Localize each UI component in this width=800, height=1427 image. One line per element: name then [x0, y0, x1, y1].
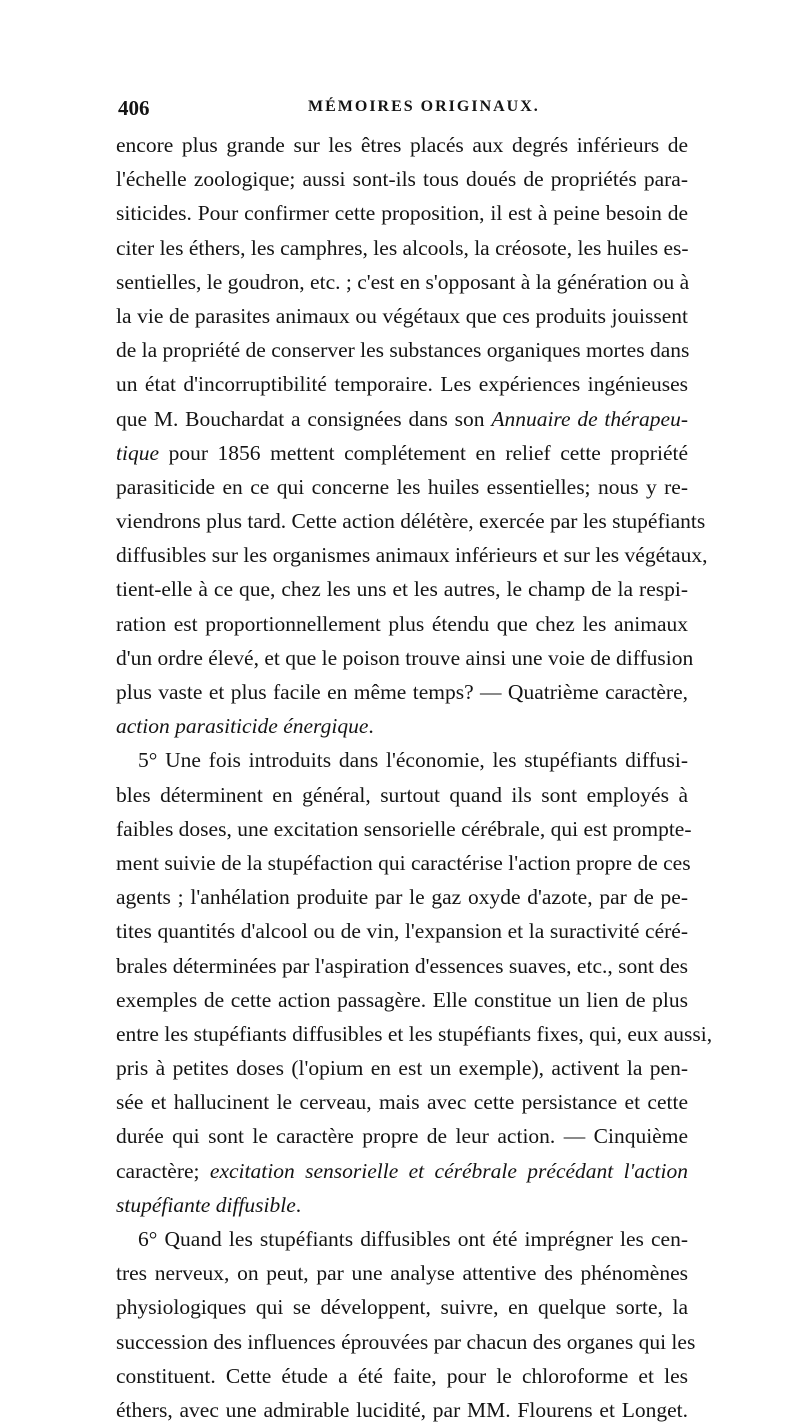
line-text: bles déterminent en général, surtout quand ils sont employés à: [116, 782, 688, 807]
line-text: pris à petites doses (l'opium en est un exemple), activent la pen-: [116, 1056, 688, 1081]
text-line: [116, 914, 688, 948]
line-text: tient-elle à ce que, chez les uns et les autres, le champ de la respi-: [116, 577, 688, 602]
line-text: que M. Bouchardat a consignées dans son: [116, 406, 492, 431]
text-line: [116, 675, 688, 709]
line-text: ment suivie de la stupéfaction qui caractérise l'action propre de ces: [116, 850, 691, 875]
line-text: diffusibles sur les organismes animaux inférieurs et sur les végétaux,: [116, 543, 708, 568]
line-text: agents ; l'anhélation produite par le gaz oxyde d'azote, par de pe-: [116, 885, 688, 910]
text-line: [116, 709, 688, 743]
italic-text: tique: [116, 440, 159, 465]
line-text: sée et hallucinent le cerveau, mais avec cette persistance et cette: [116, 1090, 688, 1115]
text-line: [116, 436, 688, 470]
line-text: tres nerveux, on peut, par une analyse attentive des phénomènes: [116, 1261, 688, 1286]
text-line: [116, 333, 688, 367]
text-line: [116, 402, 688, 436]
running-head: [118, 96, 688, 126]
line-text: viendrons plus tard. Cette action délétère, exercée par les stupéfiants: [116, 509, 706, 534]
text-line: [116, 1256, 688, 1290]
text-line: [116, 128, 688, 162]
text-line: [116, 1154, 688, 1188]
line-text: brales déterminées par l'aspiration d'essences suaves, etc., sont des: [116, 953, 688, 978]
text-line: [116, 265, 688, 299]
line-text: exemples de cette action passagère. Elle constitue un lien de plus: [116, 987, 688, 1012]
text-line: [116, 743, 688, 777]
line-text: un état d'incorruptibilité temporaire. Les expériences ingénieuses: [116, 372, 688, 397]
text-line: [116, 1119, 688, 1153]
line-text: parasiticide en ce qui concerne les huiles essentielles; nous y re-: [116, 474, 688, 499]
text-line: [116, 880, 688, 914]
page-number: 406: [118, 96, 150, 120]
text-line: [116, 299, 688, 333]
line-text: 6° Quand les stupéfiants diffusibles ont été imprégner les cen-: [138, 1227, 688, 1251]
text-line: [116, 812, 692, 846]
line-text: caractère;: [116, 1158, 210, 1183]
line-text: physiologiques qui se développent, suivre, en quelque sorte, la: [116, 1295, 688, 1320]
text-line: [116, 231, 688, 265]
text-line: [116, 470, 688, 504]
line-text: citer les éthers, les camphres, les alcools, la créosote, les huiles es-: [116, 235, 689, 260]
line-text: plus vaste et plus facile en même temps? — Quatrième caractère,: [116, 680, 688, 704]
text-line: [116, 949, 688, 983]
line-text: durée qui sont le caractère propre de leur action. — Cinquième: [116, 1124, 688, 1149]
text-line: [116, 1017, 713, 1051]
text-line: [116, 641, 694, 675]
text-line: [116, 162, 688, 196]
text-line: [116, 1359, 688, 1393]
text-line: [116, 538, 708, 572]
line-text: constituent. Cette étude a été faite, pour le chloroforme et les: [116, 1363, 688, 1388]
text-line: [116, 1222, 688, 1256]
line-text: siticides. Pour confirmer cette proposition, il est à peine besoin de: [116, 201, 688, 226]
text-line: [116, 1051, 688, 1085]
running-title: MÉMOIRES ORIGINAUX.: [308, 98, 540, 115]
line-text: éthers, avec une admirable lucidité, par MM. Flourens et Longet.: [116, 1397, 688, 1422]
line-text: .: [295, 1192, 302, 1217]
italic-text: action parasiticide énergique: [116, 714, 369, 739]
line-text: faibles doses, une excitation sensorielle cérébrale, qui est prompte-: [116, 816, 692, 841]
text-line: [116, 572, 688, 606]
text-line: [116, 1325, 696, 1359]
line-text: sentielles, le goudron, etc. ; c'est en s'opposant à la génération ou à: [116, 269, 690, 294]
italic-text: excitation sensorielle et cérébrale précédant l'action: [209, 1158, 688, 1183]
line-text: l'échelle zoologique; aussi sont-ils tous doués de propriétés para-: [116, 167, 688, 192]
text-line: [116, 607, 688, 641]
line-text: .: [368, 714, 374, 739]
line-text: tites quantités d'alcool ou de vin, l'expansion et la suractivité céré-: [116, 919, 688, 944]
line-text: ration est proportionnellement plus étendu que chez les animaux: [116, 611, 688, 636]
text-line: [116, 1290, 688, 1324]
line-text: de la propriété de conserver les substances organiques mortes dans: [116, 338, 690, 363]
line-text: la vie de parasites animaux ou végétaux que ces produits jouissent: [116, 303, 688, 328]
text-line: [116, 778, 688, 812]
text-line: [116, 983, 688, 1017]
line-text: entre les stupéfiants diffusibles et les stupéfiants fixes, qui, eux aussi,: [116, 1021, 713, 1046]
italic-text: stupéfiante diffusible: [116, 1192, 296, 1217]
text-line: [116, 1188, 688, 1222]
text-line: [116, 1085, 688, 1119]
text-line: [116, 504, 706, 538]
line-text: 5° Une fois introduits dans l'économie, les stupéfiants diffusi-: [138, 748, 688, 773]
line-text: pour 1856 mettent complétement en relief cette propriété: [159, 440, 688, 465]
text-line: [116, 1393, 688, 1427]
italic-text: Annuaire de thérapeu-: [491, 406, 688, 431]
line-text: d'un ordre élevé, et que le poison trouve ainsi une voie de diffusion: [116, 645, 694, 670]
line-text: encore plus grande sur les êtres placés aux degrés inférieurs de: [116, 133, 688, 157]
line-text: succession des influences éprouvées par chacun des organes qui les: [116, 1329, 696, 1354]
text-line: [116, 846, 691, 880]
body-text: [116, 128, 713, 1427]
text-line: [116, 196, 688, 230]
text-line: [116, 367, 688, 401]
